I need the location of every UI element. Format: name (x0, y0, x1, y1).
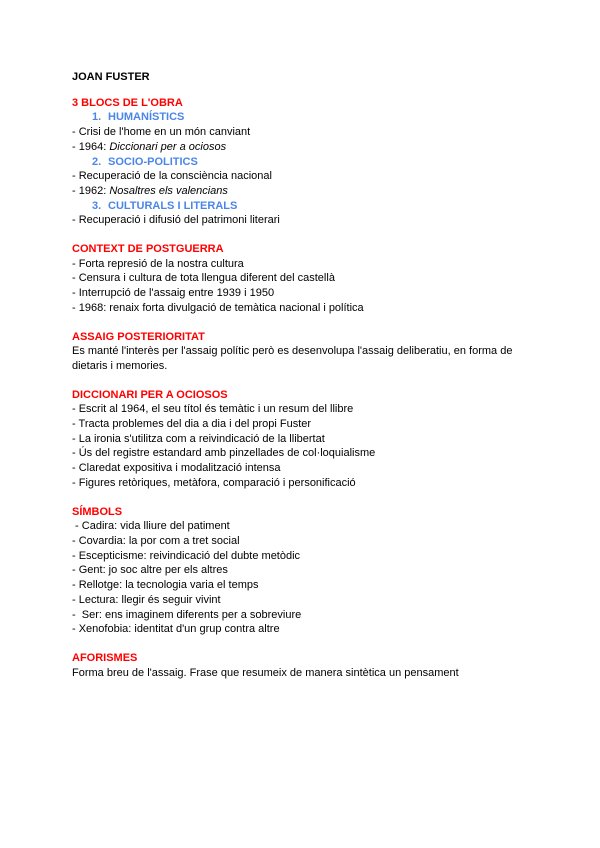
list-item: - Escrit al 1964, el seu títol és temàtic i un resum del llibre (72, 403, 354, 416)
list-item: - La ironia s'utilitza com a reivindicació de la llibertat (72, 432, 325, 445)
subheading-label: CULTURALS I LITERALS (108, 199, 238, 212)
section-simbols (72, 505, 532, 637)
list-item: - Censura i cultura de tota llengua diferent del castellà (72, 272, 335, 285)
list-item: - Recuperació de la consciència nacional (72, 170, 272, 183)
list-item: - Forta represió de la nostra cultura (72, 257, 244, 270)
section-diccionari (72, 388, 532, 491)
list-item: - Escepticisme: reivindicació del dubte metòdic (72, 549, 301, 562)
section-heading-context: CONTEXT DE POSTGUERRA (72, 243, 224, 256)
list-item: - Xenofobia: identitat d'un grup contra altre (72, 623, 280, 636)
list-item: - Recuperació i difusió del patrimoni literari (72, 214, 280, 227)
section-heading-assaig: ASSAIG POSTERIORITAT (72, 330, 205, 343)
subheading-label: SOCIO-POLITICS (108, 155, 198, 168)
document-title: JOAN FUSTER (72, 71, 150, 83)
list-item: - Covardia: la por com a tret social (72, 534, 240, 547)
list-item (72, 184, 532, 199)
section-blocs (72, 96, 532, 228)
subheading-sociopolitics (92, 155, 532, 170)
list-number: 2. (92, 155, 102, 168)
book-title: Diccionari per a ociosos (109, 140, 227, 153)
section-context (72, 242, 532, 316)
list-item: - Tracta problemes del dia a dia i del propi Fuster (72, 418, 312, 431)
list-item: - Interrupció de l'assaig entre 1939 i 1950 (72, 287, 275, 300)
subheading-culturals (92, 199, 532, 214)
list-item-text: - 1964: (72, 140, 110, 153)
section-heading-blocs: 3 BLOCS DE L'OBRA (72, 96, 183, 109)
paragraph-line: Forma breu de l'assaig. Frase que resumeix de manera sintètica un pensament (72, 666, 459, 679)
book-title: Nosaltres els valencians (109, 184, 228, 197)
list-item: - Ús del registre estandard amb pinzellades de col·loquialisme (72, 447, 376, 460)
paragraph-line: Es manté l'interès per l'assaig polític però es desenvolupa l'assaig deliberatiu, en forma de (72, 345, 513, 358)
section-heading-diccionari: DICCIONARI PER A OCIOSOS (72, 388, 228, 401)
list-item (72, 140, 532, 155)
list-item: - Rellotge: la tecnologia varia el temps (72, 579, 259, 592)
list-item: - Cadira: vida lliure del patiment (72, 520, 230, 533)
section-assaig (72, 330, 532, 374)
list-number: 1. (92, 111, 102, 124)
list-item-text: - 1962: (72, 184, 110, 197)
list-number: 3. (92, 199, 102, 212)
paragraph-line: dietaris i memories. (72, 359, 168, 372)
section-aforismes (72, 651, 532, 680)
list-item: - Lectura: llegir és seguir vivint (72, 593, 221, 606)
document-page (72, 70, 532, 694)
list-item: - Ser: ens imaginem diferents per a sobreviure (72, 608, 302, 621)
subheading-label: HUMANÍSTICS (108, 111, 185, 124)
section-heading-aforismes: AFORISMES (72, 651, 138, 664)
list-item: - Claredat expositiva i modalització intensa (72, 462, 281, 475)
list-item: - Crisi de l'home en un món canviant (72, 126, 251, 139)
list-item: - Gent: jo soc altre per els altres (72, 564, 228, 577)
list-item: - 1968: renaix forta divulgació de temàtica nacional i política (72, 301, 364, 314)
list-item: - Figures retòriques, metàfora, comparació i personificació (72, 476, 356, 489)
subheading-humanistics (92, 110, 532, 125)
section-heading-simbols: SÍMBOLS (72, 505, 123, 518)
